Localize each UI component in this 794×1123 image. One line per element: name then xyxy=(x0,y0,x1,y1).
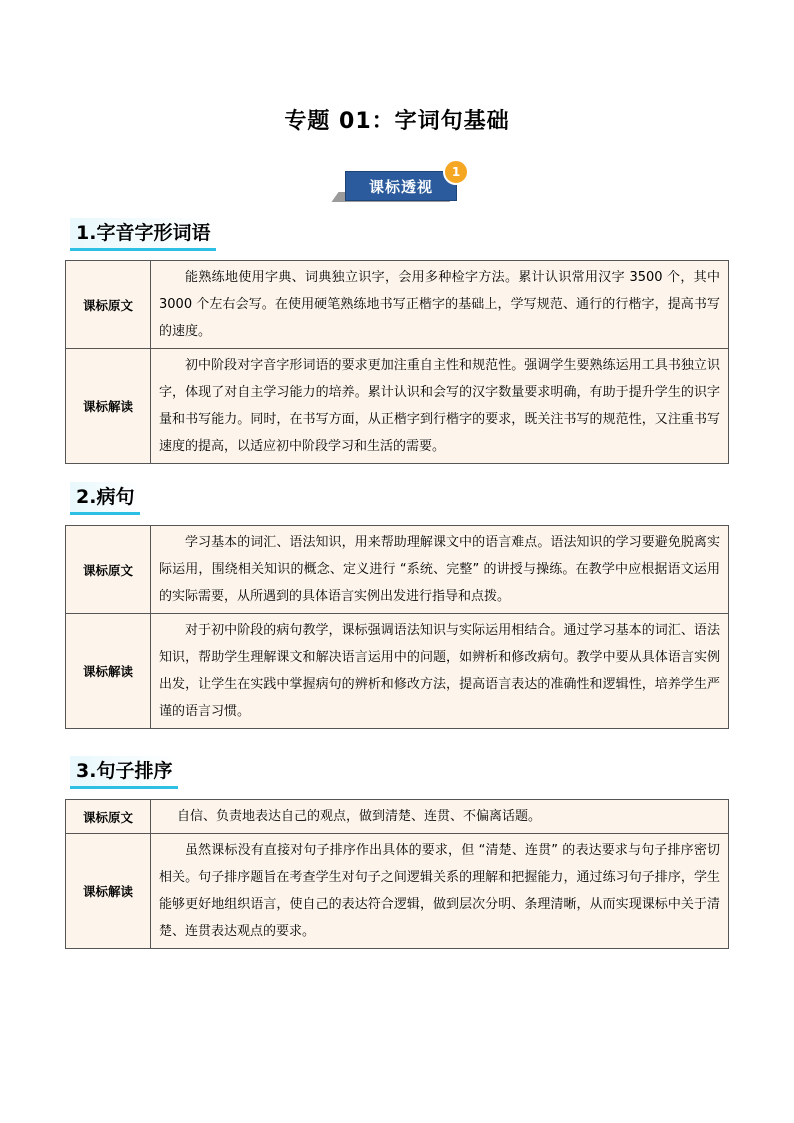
row-label: 课标解读 xyxy=(66,614,151,729)
row-text: 学习基本的词汇、语法知识，用来帮助理解课文中的语言难点。语法知识的学习要避免脱离实际运用，围绕相关知识的概念、定义进行 “系统、完整” 的讲授与操练。在教学中应根据语文运用的实际需要，从所遇到的具体语言实例出发进行指导和点拨。 xyxy=(151,526,729,614)
section-1 xyxy=(65,218,729,464)
row-text: 虽然课标没有直接对句子排序作出具体的要求，但 “清楚、连贯” 的表达要求与句子排序密切相关。句子排序题旨在考查学生对句子之间逻辑关系的理解和把握能力，通过练习句子排序，学生能够更好地组织语言，使自己的表达符合逻辑，做到层次分明、条理清晰，从而实现课标中关于清楚、连贯表达观点的要求。 xyxy=(151,834,729,949)
table-row xyxy=(66,349,729,464)
table-row xyxy=(66,834,729,949)
section-heading: 3.句子排序 xyxy=(70,756,178,789)
section-heading: 2.病句 xyxy=(70,482,140,515)
table-row xyxy=(66,526,729,614)
section-badge xyxy=(333,157,473,207)
standards-table xyxy=(65,799,729,949)
table-row xyxy=(66,614,729,729)
badge-number: 1 xyxy=(443,159,469,185)
standards-table xyxy=(65,525,729,729)
section-3 xyxy=(65,756,729,949)
table-row xyxy=(66,261,729,349)
section-2 xyxy=(65,482,729,729)
row-label: 课标原文 xyxy=(66,526,151,614)
row-text: 能熟练地使用字典、词典独立识字，会用多种检字方法。累计认识常用汉字 3500 个，其中 3000 个左右会写。在使用硬笔熟练地书写正楷字的基础上，学写规范、通行的行楷字，提高书写的速度。 xyxy=(151,261,729,349)
row-label: 课标原文 xyxy=(66,261,151,349)
badge-label: 课标透视 xyxy=(345,171,457,201)
section-heading: 1.字音字形词语 xyxy=(70,218,216,251)
standards-table xyxy=(65,260,729,464)
row-text: 自信、负责地表达自己的观点，做到清楚、连贯、不偏离话题。 xyxy=(151,800,729,834)
table-row xyxy=(66,800,729,834)
page-title: 专题 01：字词句基础 xyxy=(284,109,510,134)
row-text: 对于初中阶段的病句教学，课标强调语法知识与实际运用相结合。通过学习基本的词汇、语法知识，帮助学生理解课文和解决语言运用中的问题，如辨析和修改病句。教学中要从具体语言实例出发，让学生在实践中掌握病句的辨析和修改方法，提高语言表达的准确性和逻辑性，培养学生严谨的语言习惯。 xyxy=(151,614,729,729)
row-label: 课标原文 xyxy=(66,800,151,834)
row-label: 课标解读 xyxy=(66,349,151,464)
row-label: 课标解读 xyxy=(66,834,151,949)
row-text: 初中阶段对字音字形词语的要求更加注重自主性和规范性。强调学生要熟练运用工具书独立识字，体现了对自主学习能力的培养。累计认识和会写的汉字数量要求明确，有助于提升学生的识字量和书写能力。同时，在书写方面，从正楷字到行楷字的要求，既关注书写的规范性，又注重书写速度的提高，以适应初中阶段学习和生活的需要。 xyxy=(151,349,729,464)
